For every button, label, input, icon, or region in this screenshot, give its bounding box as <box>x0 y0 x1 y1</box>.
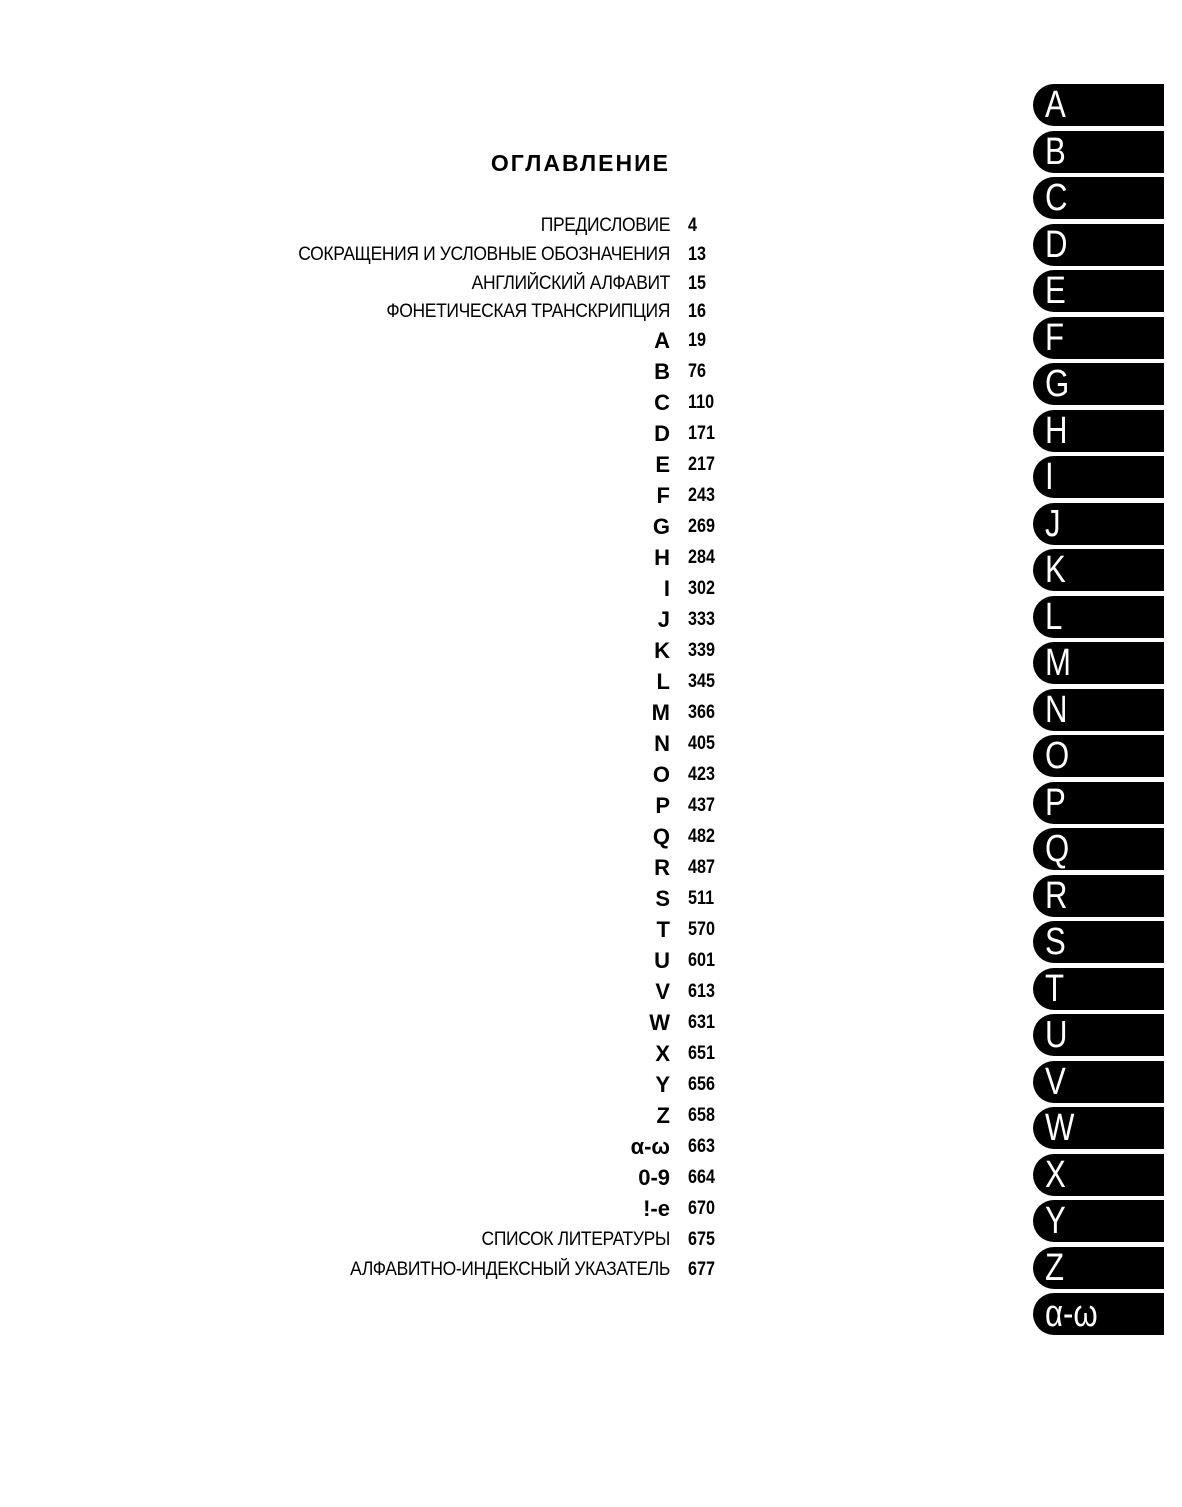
toc-entry-label: U <box>654 948 670 973</box>
toc-entry-page-number: 284 <box>688 547 715 568</box>
thumb-tab[interactable] <box>1033 875 1164 917</box>
toc-entry-label: D <box>654 421 670 446</box>
thumb-tab-label: Q <box>1045 828 1070 870</box>
toc-entry-label: A <box>654 328 670 353</box>
thumb-tab[interactable] <box>1033 689 1164 731</box>
toc-entry-page-number: 656 <box>688 1074 715 1095</box>
thumb-tab-label: T <box>1045 967 1065 1010</box>
toc-entry-page-number: 487 <box>688 857 715 878</box>
toc-entry-label: СПИСОК ЛИТЕРАТУРЫ <box>481 1229 670 1250</box>
toc-entry-page-number: 437 <box>688 795 715 816</box>
toc-entry-page-number: 677 <box>688 1258 715 1280</box>
toc-entry-label: !-e <box>643 1196 670 1221</box>
toc-entry-page-number: 76 <box>688 361 706 382</box>
toc-entry-page-number: 13 <box>688 244 706 265</box>
toc-entry-label: H <box>654 545 670 570</box>
thumb-tab-label: R <box>1045 874 1068 917</box>
thumb-tab[interactable] <box>1033 1061 1164 1103</box>
thumb-tab-label: W <box>1045 1107 1075 1149</box>
toc-entry-label: G <box>652 514 670 539</box>
thumb-tab-label: A <box>1045 84 1066 126</box>
toc-entry-page-number: 345 <box>688 671 715 692</box>
thumb-tab[interactable] <box>1033 410 1164 452</box>
toc-entry-label: J <box>657 607 670 632</box>
thumb-tab[interactable] <box>1033 642 1164 684</box>
thumb-tab-label: U <box>1045 1014 1068 1056</box>
thumb-tab-label: X <box>1045 1153 1066 1196</box>
thumb-tab[interactable] <box>1033 270 1164 312</box>
toc-entry-label: K <box>654 638 670 663</box>
thumb-tab-label: E <box>1045 270 1066 312</box>
thumb-tab[interactable] <box>1033 503 1164 545</box>
thumb-tab[interactable] <box>1033 782 1164 824</box>
toc-entry-page-number: 423 <box>688 764 715 785</box>
toc-entry-page-number: 269 <box>688 516 715 537</box>
toc-entry-label: P <box>655 793 670 818</box>
page-title: ОГЛАВЛЕНИЕ <box>490 150 670 176</box>
toc-entry-label: S <box>655 886 670 911</box>
thumb-tab-label: G <box>1045 363 1070 405</box>
toc-entry-label: СОКРАЩЕНИЯ И УСЛОВНЫЕ ОБОЗНАЧЕНИЯ <box>298 244 670 265</box>
toc-entry-label: E <box>655 452 670 477</box>
toc-entry-label: ФОНЕТИЧЕСКАЯ ТРАНСКРИПЦИЯ <box>386 301 670 322</box>
toc-entry-page-number: 631 <box>688 1012 715 1033</box>
thumb-tab[interactable] <box>1033 828 1164 870</box>
toc-entry-label: Q <box>652 824 670 849</box>
toc-entry-page-number: 658 <box>688 1105 715 1126</box>
thumb-tab[interactable] <box>1033 84 1164 126</box>
thumb-tab-label: O <box>1045 735 1070 777</box>
thumb-tab[interactable] <box>1033 1200 1164 1242</box>
thumb-tab-label: C <box>1045 177 1068 219</box>
toc-entry-label: V <box>655 979 670 1004</box>
toc-entry-page-number: 482 <box>688 826 715 847</box>
thumb-tab-label: B <box>1045 130 1066 173</box>
thumb-tab-label: S <box>1045 921 1066 963</box>
thumb-tab[interactable] <box>1033 317 1164 359</box>
thumb-tab-label: I <box>1045 456 1054 498</box>
thumb-tab[interactable] <box>1033 921 1164 963</box>
toc-entry-label: O <box>652 762 670 787</box>
toc-entry-page-number: 171 <box>688 423 715 444</box>
thumb-tab[interactable] <box>1033 224 1164 266</box>
toc-entry-page-number: 4 <box>688 215 697 236</box>
toc-entry-label: α-ω <box>630 1134 670 1159</box>
toc-entry-label: T <box>656 917 670 942</box>
thumb-tab-label: Y <box>1045 1200 1066 1242</box>
toc-entry-page-number: 110 <box>688 392 715 413</box>
thumb-tab-label: P <box>1045 781 1066 824</box>
thumb-tab-label: N <box>1045 688 1068 731</box>
toc-entry-page-number: 670 <box>688 1198 715 1219</box>
toc-entry-label: АЛФАВИТНО-ИНДЕКСНЫЙ УКАЗАТЕЛЬ <box>350 1258 670 1280</box>
thumb-tab-label: K <box>1045 549 1066 591</box>
toc-entry-page-number: 302 <box>688 578 715 599</box>
toc-entry-page-number: 613 <box>688 981 715 1002</box>
toc-entry-page-number: 217 <box>688 454 715 475</box>
toc-entry-label: N <box>654 731 670 756</box>
thumb-tab[interactable] <box>1033 1014 1164 1056</box>
toc-entry-page-number: 651 <box>688 1043 715 1064</box>
thumb-tab-label: H <box>1045 409 1068 452</box>
toc-entry-label: X <box>655 1041 670 1066</box>
toc-entry-label: F <box>656 483 670 508</box>
toc-entry-label: L <box>656 669 670 694</box>
toc-entry-page-number: 601 <box>688 950 715 971</box>
toc-entry-label: W <box>649 1010 670 1035</box>
thumb-tab[interactable] <box>1033 1247 1164 1289</box>
thumb-tab[interactable] <box>1033 596 1164 638</box>
toc-entry-page-number: 511 <box>688 888 715 909</box>
toc-entry-page-number: 664 <box>688 1167 715 1188</box>
thumb-tab-label: J <box>1045 502 1061 545</box>
toc-entry-label: 0-9 <box>638 1165 670 1190</box>
toc-entry-page-number: 675 <box>688 1229 715 1250</box>
thumb-tab-label: Z <box>1045 1246 1065 1289</box>
toc-entry-page-number: 15 <box>688 273 706 294</box>
toc-entry-page-number: 333 <box>688 609 715 630</box>
toc-entry-page-number: 405 <box>688 733 715 754</box>
toc-entry-page-number: 339 <box>688 640 715 661</box>
thumb-tab[interactable] <box>1033 1154 1164 1196</box>
thumb-tab-label: V <box>1045 1060 1066 1103</box>
thumb-tab-label: α-ω <box>1045 1293 1098 1335</box>
toc-entry-label: ПРЕДИСЛОВИЕ <box>540 215 670 236</box>
toc-entry-page-number: 16 <box>688 301 706 322</box>
thumb-tab[interactable] <box>1033 968 1164 1010</box>
toc-entry-label: R <box>654 855 670 880</box>
thumb-tab[interactable] <box>1033 177 1164 219</box>
toc-entry-label: Y <box>655 1072 670 1097</box>
thumb-tab-label: D <box>1045 223 1068 266</box>
thumb-tab-label: M <box>1045 642 1071 684</box>
thumb-tab[interactable] <box>1033 1293 1164 1335</box>
toc-entry-page-number: 570 <box>688 919 715 940</box>
toc-entry-label: M <box>651 700 670 725</box>
thumb-tab[interactable] <box>1033 456 1164 498</box>
thumb-tab[interactable] <box>1033 735 1164 777</box>
thumb-tab-label: F <box>1045 316 1065 359</box>
thumb-tab[interactable] <box>1033 131 1164 173</box>
toc-entry-label: I <box>663 576 670 601</box>
thumb-tab-label: L <box>1045 595 1063 638</box>
toc-entry-page-number: 19 <box>688 330 706 351</box>
thumb-tab[interactable] <box>1033 549 1164 591</box>
toc-entry-label: C <box>654 390 670 415</box>
toc-entry-label: B <box>654 359 670 384</box>
thumb-tab[interactable] <box>1033 363 1164 405</box>
toc-entry-label: Z <box>656 1103 670 1128</box>
thumb-tab[interactable] <box>1033 1107 1164 1149</box>
toc-entry-page-number: 366 <box>688 702 715 723</box>
toc-entry-label: АНГЛИЙСКИЙ АЛФАВИТ <box>471 273 670 294</box>
toc-entry-page-number: 663 <box>688 1136 715 1157</box>
toc-entry-page-number: 243 <box>688 485 715 506</box>
